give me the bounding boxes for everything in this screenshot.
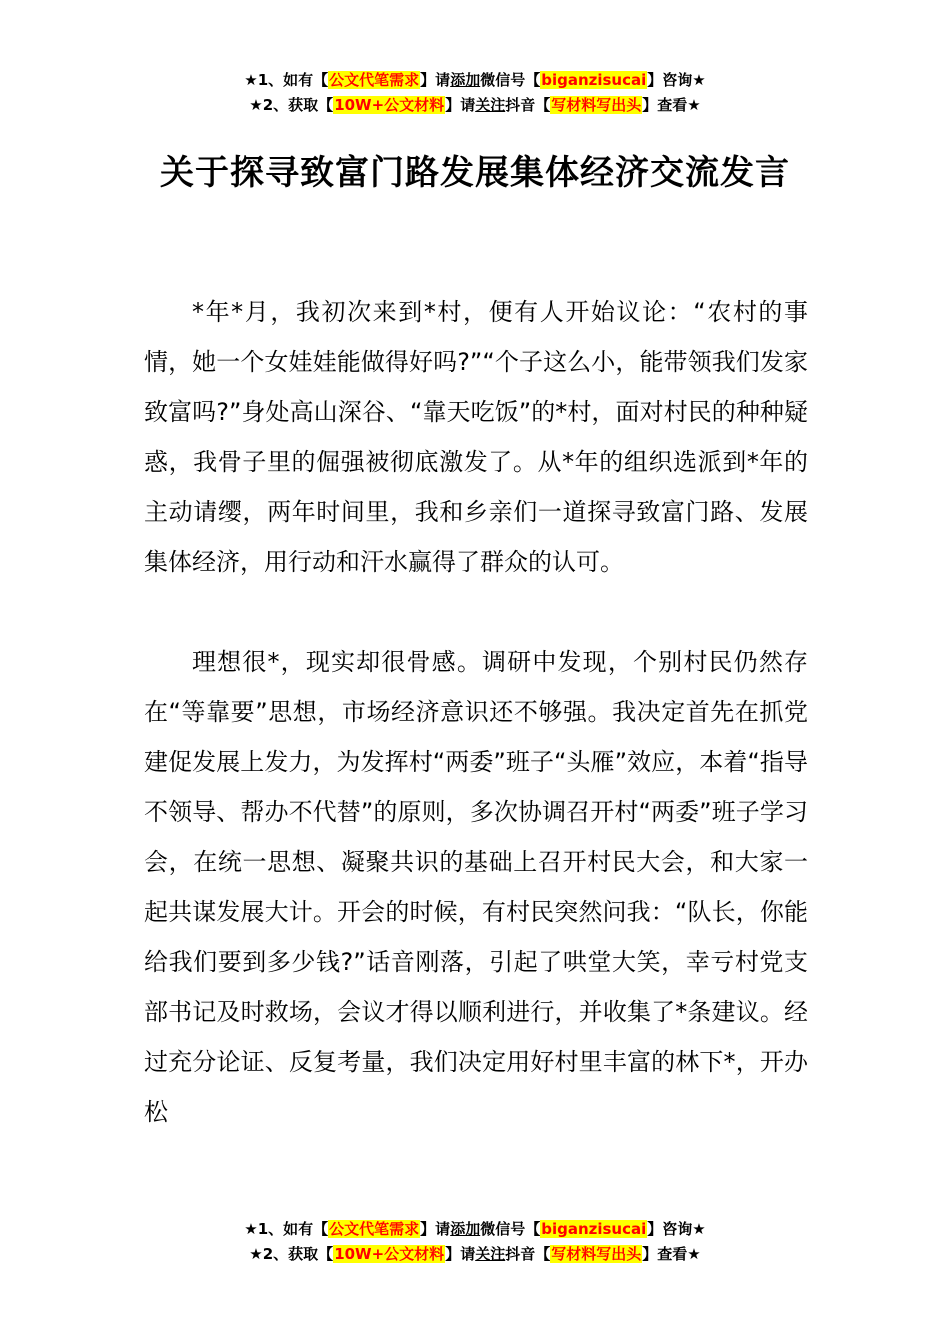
banner-line-1 [0,1217,950,1242]
banner-underlined: 添加 [450,1220,481,1238]
banner-underlined: 关注 [475,96,506,114]
banner-text: 】查看★ [642,96,701,114]
banner-text: ★1、如有【 [244,71,329,89]
banner-underlined: 关注 [475,1245,506,1263]
banner-text: 微信号【 [480,71,541,89]
banner-line-2 [0,93,950,118]
banner-highlight: 公文代笔需求 [329,71,420,89]
banner-highlight: 10W+公文材料 [334,1245,445,1263]
banner-text: 抖音【 [505,96,551,114]
paragraph-1: *年*月，我初次来到*村，便有人开始议论：“农村的事情，她一个女娃娃能做得好吗?”“个子这么小，能带领我们发家致富吗?”身处高山深谷、“靠天吃饭”的*村，面对村民的种种疑惑，我骨子里的倔强被彻底激发了。从*年的组织选派到*年的主动请缨，两年时间里，我和乡亲们一道探寻致富门路、发展集体经济，用行动和汗水赢得了群众的认可。 [144,298,808,576]
header-banner [0,68,950,118]
banner-line-2 [0,1242,950,1267]
footer-banner [0,1217,950,1267]
banner-text: 】请 [445,96,476,114]
banner-highlight: 10W+公文材料 [334,96,445,114]
banner-text: ★2、获取【 [249,96,334,114]
banner-underlined: 添加 [450,71,481,89]
banner-text: 】咨询★ [647,71,706,89]
document-title: 关于探寻致富门路发展集体经济交流发言 [160,153,790,193]
banner-highlight: biganzisucai [541,71,647,89]
banner-highlight: 公文代笔需求 [329,1220,420,1238]
banner-text: ★2、获取【 [249,1245,334,1263]
banner-text: 微信号【 [480,1220,541,1238]
banner-text: 】咨询★ [647,1220,706,1238]
banner-highlight: biganzisucai [541,1220,647,1238]
banner-highlight: 写材料写出头 [551,96,642,114]
banner-text: 抖音【 [505,1245,551,1263]
banner-line-1 [0,68,950,93]
banner-text: 】请 [420,71,451,89]
banner-text: 】请 [420,1220,451,1238]
banner-text: ★1、如有【 [244,1220,329,1238]
banner-text: 】查看★ [642,1245,701,1263]
banner-highlight: 写材料写出头 [551,1245,642,1263]
paragraph-2: 理想很*，现实却很骨感。调研中发现，个别村民仍然存在“等靠要”思想，市场经济意识还不够强。我决定首先在抓党建促发展上发力，为发挥村“两委”班子“头雁”效应，本着“指导不领导、帮办不代替”的原则，多次协调召开村“两委”班子学习会，在统一思想、凝聚共识的基础上召开村民大会，和大家一起共谋发展大计。开会的时候，有村民突然问我：“队长，你能给我们要到多少钱?”话音刚落，引起了哄堂大笑，幸亏村党支部书记及时救场，会议才得以顺利进行，并收集了*条建议。经过充分论证、反复考量，我们决定用好村里丰富的林下*，开办松 [144,648,808,1126]
banner-text: 】请 [445,1245,476,1263]
document-body [144,287,808,1187]
